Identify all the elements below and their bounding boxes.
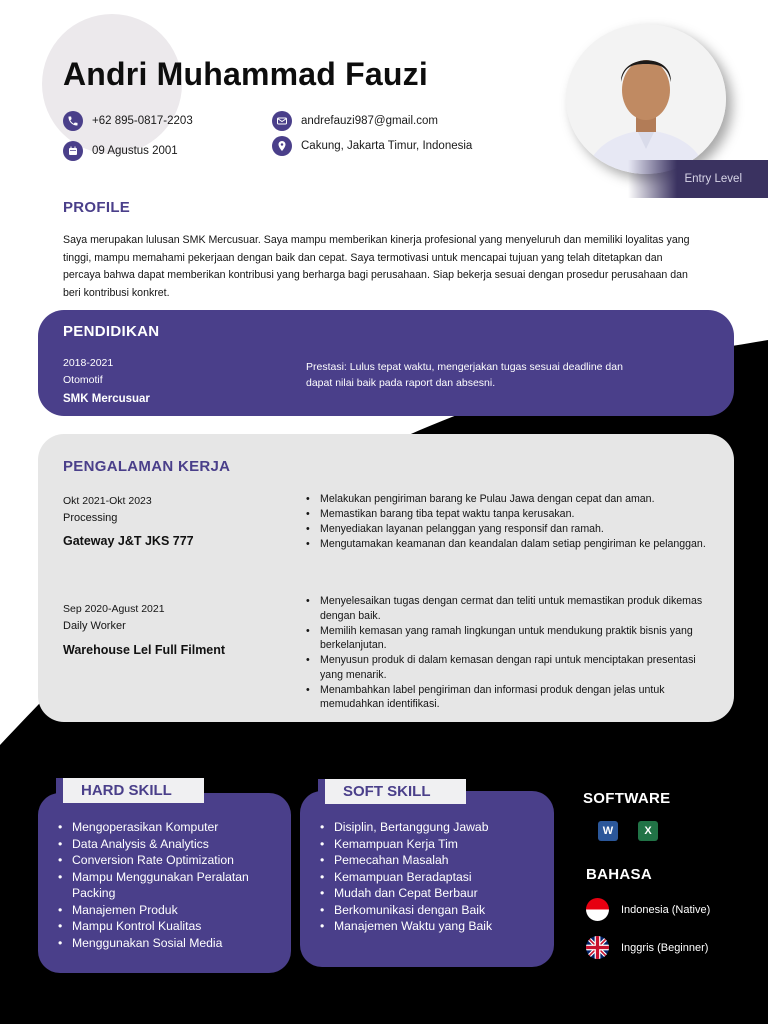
job-role: Processing: [63, 512, 118, 524]
hard-skill-title: HARD SKILL: [56, 778, 204, 803]
language-title: BAHASA: [586, 866, 652, 883]
list-item: • Manajemen Produk: [58, 902, 286, 919]
experience-card: [38, 434, 734, 722]
list-item: • Memastikan barang tiba tepat waktu tanpa kerusakan.: [306, 507, 706, 522]
profile-title: PROFILE: [63, 199, 131, 216]
microsoft-excel-icon: X: [638, 821, 658, 841]
education-card: [38, 310, 734, 416]
job-period: Sep 2020-Agust 2021: [63, 603, 165, 615]
list-item: • Mudah dan Cepat Berbaur: [320, 885, 552, 902]
calendar-icon: [63, 141, 83, 161]
education-title: PENDIDIKAN: [63, 323, 160, 340]
phone-icon: [63, 111, 83, 131]
email-contact: [272, 111, 438, 131]
list-item: • Disiplin, Bertanggung Jawab: [320, 819, 552, 836]
location-pin-icon: [272, 136, 292, 156]
job-period: Okt 2021-Okt 2023: [63, 495, 152, 507]
language-item: [586, 898, 710, 921]
list-item: • Mampu Kontrol Kualitas: [58, 918, 286, 935]
list-item: • Memilih kemasan yang ramah lingkungan untuk mendukung praktik bisnis yang berkelanjutan.: [306, 624, 706, 653]
location-text: Cakung, Jakarta Timur, Indonesia: [301, 140, 473, 152]
list-item: • Menggunakan Sosial Media: [58, 935, 286, 952]
person-portrait-icon: [566, 24, 726, 174]
soft-skill-card: [300, 791, 554, 967]
birth-date: 09 Agustus 2001: [92, 145, 178, 157]
microsoft-word-icon: W: [598, 821, 618, 841]
list-item: • Menyelesaikan tugas dengan cermat dan teliti untuk memastikan produk dikemas dengan baik.: [306, 594, 706, 623]
list-item: • Kemampuan Kerja Tim: [320, 836, 552, 853]
phone-number: +62 895-0817-2203: [92, 115, 193, 127]
job-bullet-list: [306, 594, 706, 712]
hard-skill-list: [58, 819, 286, 951]
language-item: [586, 936, 708, 959]
list-item: • Menyediakan layanan pelanggan yang responsif dan ramah.: [306, 522, 706, 537]
list-item: • Mengutamakan keamanan dan keandalan dalam setiap pengiriman ke pelanggan.: [306, 537, 706, 552]
education-school: SMK Mercusuar: [63, 393, 150, 405]
education-years: 2018-2021: [63, 357, 114, 369]
education-major: Otomotif: [63, 374, 103, 386]
experience-title: PENGALAMAN KERJA: [63, 458, 231, 475]
candidate-name: Andri Muhammad Fauzi: [63, 56, 428, 92]
birthdate-contact: [63, 141, 178, 161]
soft-skill-title: SOFT SKILL: [318, 779, 466, 804]
language-label: Indonesia (Native): [621, 903, 711, 916]
uk-flag-icon: [586, 936, 609, 959]
software-title: SOFTWARE: [583, 790, 671, 807]
level-badge: Entry Level: [628, 160, 768, 198]
indonesia-flag-icon: [586, 898, 609, 921]
job-company: Warehouse Lel Full Filment: [63, 643, 226, 657]
list-item: • Kemampuan Beradaptasi: [320, 869, 552, 886]
list-item: • Conversion Rate Optimization: [58, 852, 286, 869]
job-role: Daily Worker: [63, 620, 126, 632]
soft-skill-list: [320, 819, 552, 935]
email-address[interactable]: andrefauzi987@gmail.com: [301, 115, 438, 127]
list-item: • Mengoperasikan Komputer: [58, 819, 286, 836]
phone-contact: [63, 111, 193, 131]
education-description: Prestasi: Lulus tepat waktu, mengerjakan tugas sesuai deadline dan dapat nilai baik pada raport dan absesni.: [306, 361, 623, 389]
hard-skill-card: [38, 793, 291, 973]
list-item: • Pemecahan Masalah: [320, 852, 552, 869]
job-bullet-list: [306, 492, 706, 552]
email-icon: [272, 111, 292, 131]
profile-text: Saya merupakan lulusan SMK Mercusuar. Saya mampu memberikan kinerja profesional yang menyeluruh dan memiliki loyalitas yang tinggi, mampu memahami pekerjaan dengan baik dan cepat. Saya termotivasi untuk mencapai tujuan yang telah ditetapkan dan percaya bahwa dapat memberikan kontribusi yang berharga bagi perusahaan. Siap bekerja sesuai dengan prosedur perusahaan dan beri kontribusi konkret.: [63, 234, 690, 299]
list-item: • Manajemen Waktu yang Baik: [320, 918, 552, 935]
list-item: • Menambahkan label pengiriman dan informasi produk dengan jelas untuk memudahkan identifikasi.: [306, 683, 706, 712]
profile-photo: [566, 24, 726, 174]
list-item: • Melakukan pengiriman barang ke Pulau Jawa dengan cepat dan aman.: [306, 492, 706, 507]
location-contact: [272, 136, 472, 156]
list-item: • Menyusun produk di dalam kemasan dengan rapi untuk menciptakan presentasi yang menarik.: [306, 653, 706, 682]
list-item: • Data Analysis & Analytics: [58, 836, 286, 853]
language-label: Inggris (Beginner): [621, 941, 709, 954]
list-item: • Berkomunikasi dengan Baik: [320, 902, 552, 919]
list-item: • Mampu Menggunakan Peralatan Packing: [58, 869, 286, 902]
job-company: Gateway J&T JKS 777: [63, 534, 194, 548]
